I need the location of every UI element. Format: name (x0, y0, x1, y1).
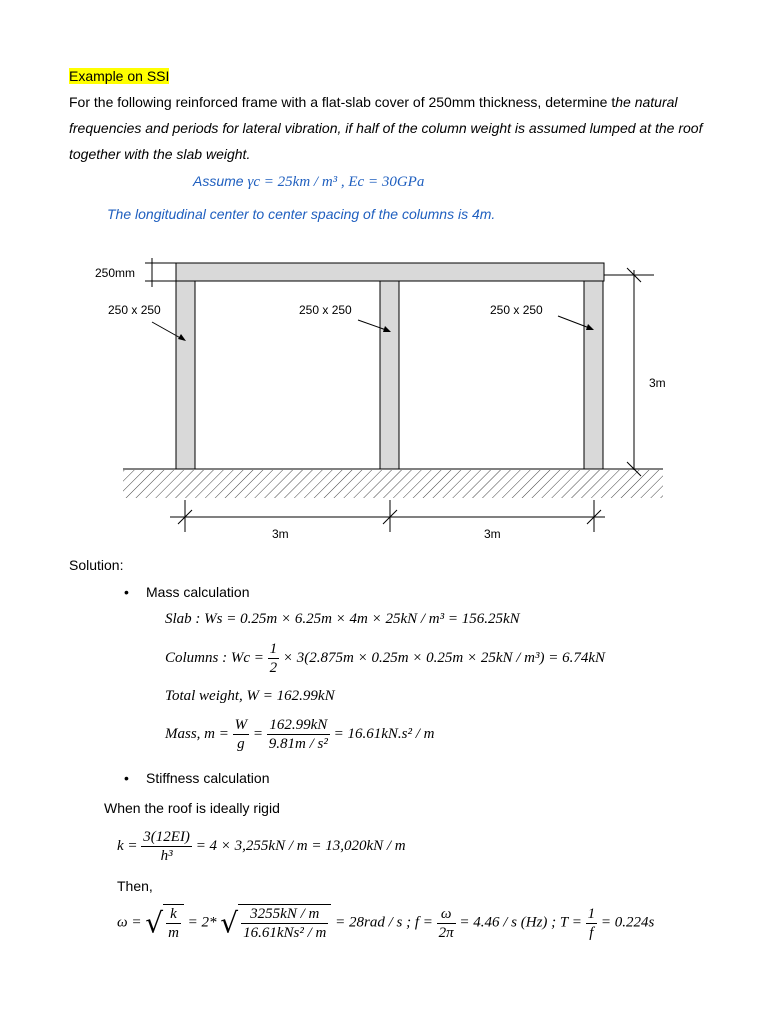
problem-text: For the following reinforced frame with a flat-slab cover of 250mm thickness, determine t (69, 94, 616, 110)
mass-lhs: Mass, m = (165, 725, 229, 742)
f-den: 2π (438, 924, 454, 941)
mass-equation: Mass, m = $\frac{W}{g}$ = $\frac{162.99kN}{\text{9.81m / s²}}$ = 16.61kN.s² / m (165, 717, 435, 752)
omega-lhs: ω = (117, 914, 142, 931)
solution-heading: Solution: (69, 557, 124, 573)
omega-f2-num: 3255kN / m (241, 905, 328, 924)
rigid-roof-note: When the roof is ideally rigid (104, 800, 280, 816)
omega-mid: = 2* (187, 914, 217, 931)
stiffness-bullet (124, 770, 269, 786)
assume-label: Assume (193, 173, 244, 189)
mass-rhs: = 16.61kN.s² / m (333, 725, 435, 742)
bullet-dot: • (124, 770, 129, 786)
T-fraction (586, 905, 598, 942)
mass-bullet-text: Mass calculation (146, 584, 250, 600)
sqrt-sign: √ (220, 906, 239, 940)
f-fraction (437, 905, 456, 942)
omega-f2-den: 16.61kNs² / m (243, 925, 327, 941)
slab-equation: Slab : Ws = 0.25m × 6.25m × 4m × 25kN / m³ = 156.25kN (165, 611, 520, 627)
stiffness-equation (117, 828, 406, 865)
columns-lhs: Columns : Wc = (165, 649, 264, 666)
frequency-equation (117, 904, 654, 942)
mass-f1-den: g (237, 736, 245, 752)
mass-fraction-1 (233, 716, 250, 753)
column-label-2: 250 x 250 (299, 303, 352, 317)
mass-fraction-2 (267, 716, 330, 753)
total-weight-equation: Total weight, W = 162.99kN (165, 688, 335, 704)
height-label: 3m (649, 376, 666, 390)
columns-frac-den: 2 (269, 660, 278, 676)
f-num: ω (437, 905, 456, 924)
column-label-3: 250 x 250 (490, 303, 543, 317)
mass-f2-num: 162.99kN (267, 716, 330, 735)
f-rhs: = 4.46 / s (Hz) ; T = (459, 914, 582, 931)
omega-fraction-1 (166, 905, 181, 942)
column-label-1: 250 x 250 (108, 303, 161, 317)
ground-hatch (123, 470, 663, 498)
problem-line-3: together with the slab weight. (69, 146, 251, 162)
omega-f1-den: m (168, 925, 179, 941)
sqrt-1 (163, 904, 184, 942)
problem-text-italic: he natural (615, 94, 678, 110)
T-rhs: = 0.224s (600, 914, 655, 931)
assume-equation: γc = 25km / m³ , Ec = 30GPa (247, 174, 425, 190)
span-label-2: 3m (484, 527, 501, 541)
k-rhs: = 4 × 3,255kN / m = 13,020kN / m (195, 837, 406, 854)
then-label: Then, (117, 878, 153, 894)
column-middle (380, 281, 399, 469)
columns-fraction (268, 640, 280, 677)
title-text: Example on SSI (69, 68, 170, 84)
roof-slab (176, 263, 604, 281)
k-fraction (141, 828, 192, 865)
problem-line-2: frequencies and periods for lateral vibration, if half of the column weight is assumed lumped at the roof (69, 120, 703, 136)
omega-fraction-2 (241, 905, 328, 942)
mass-bullet (124, 584, 250, 600)
slab-thickness-label: 250mm (95, 266, 136, 280)
omega-f1-num: k (166, 905, 181, 924)
mass-f2-den: 9.81m / s² (268, 736, 328, 752)
bullet-dot: • (124, 584, 129, 600)
columns-equation (165, 640, 605, 677)
T-den: f (589, 924, 594, 941)
spacing-note: The longitudinal center to center spacing of the columns is 4m. (107, 206, 496, 222)
columns-rhs: × 3(2.875m × 0.25m × 0.25m × 25kN / m³) = 6.74kN (282, 649, 606, 666)
sqrt-sign: √ (145, 906, 164, 940)
span-label-1: 3m (272, 527, 289, 541)
column-left (176, 281, 195, 469)
columns-frac-num: 1 (269, 641, 278, 657)
stiffness-bullet-text: Stiffness calculation (146, 770, 270, 786)
mass-f1-num: W (234, 717, 248, 733)
k-num: 3(12EI) (143, 829, 190, 845)
column-right (584, 281, 603, 469)
k-lhs: k = (117, 837, 138, 854)
sqrt-2 (238, 904, 331, 942)
T-num: 1 (587, 905, 596, 922)
omega-rhs: = 28rad / s ; f = (335, 914, 433, 931)
k-den: h³ (160, 848, 173, 864)
